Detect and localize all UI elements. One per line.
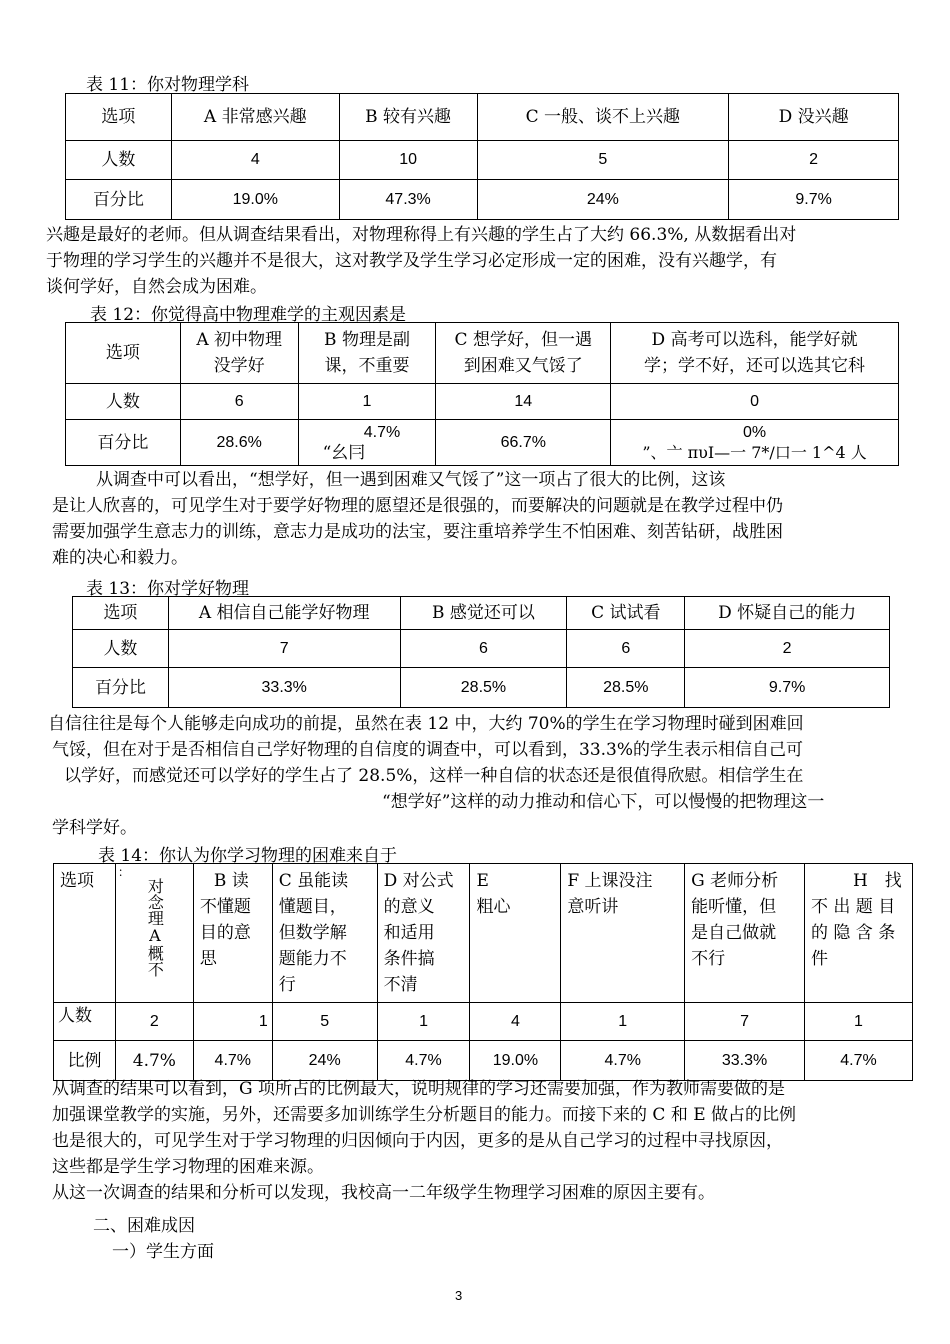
- table-cell: 4.7%: [804, 1041, 912, 1081]
- table-cell: C 虽能读 懂题目， 但数学解 题能力不 行: [272, 864, 377, 1003]
- table-cell: G 老师分析 能听懂，但 是自己做就 不行: [685, 864, 805, 1003]
- table-cell: 66.7%: [436, 420, 611, 466]
- text-line: 气馁，但在对于是否相信自己学好物理的自信度的调查中，可以看到，33.3%的学生表示相信自己可: [52, 740, 804, 760]
- table-cell: 比例: [54, 1041, 116, 1081]
- table-cell: 33.3%: [168, 668, 400, 708]
- table-cell: 6: [180, 384, 298, 420]
- table-cell: 14: [436, 384, 611, 420]
- text-line: 也是很大的，可见学生对于学习物理的归因倾向于内因，更多的是从自己学习的过程中寻找原因，: [52, 1131, 783, 1151]
- text-line: 从调查的结果可以看到，G 项所占的比例最大，说明规律的学习还需要加强，作为教师需要做的是: [52, 1079, 785, 1099]
- table-cell: 9.7%: [729, 180, 899, 220]
- paragraph-analysis: [52, 1076, 796, 1206]
- table-cell: 0: [611, 384, 899, 420]
- table-11: [65, 93, 899, 220]
- table-cell: 2: [115, 1003, 193, 1041]
- table-cell: 24%: [272, 1041, 377, 1081]
- table-cell: ： 对念理A概不: [115, 864, 193, 1003]
- table13-caption: 表 13：你对学好物理: [86, 579, 250, 599]
- text-line: 于物理的学习学生的兴趣并不是很大，这对教学及学生学习必定形成一定的困难，没有兴趣学，有: [46, 251, 777, 271]
- table-cell: 百分比: [73, 668, 169, 708]
- table-cell: 1: [193, 1003, 272, 1041]
- table-cell: H 找 不 出 题 目 的 隐 含 条 件: [804, 864, 912, 1003]
- table-cell: 4: [470, 1003, 561, 1041]
- table-cell: 7: [685, 1003, 805, 1041]
- text-line: 从调查中可以看出，“想学好，但一遇到困难又气馁了”这一项占了很大的比例，这该: [96, 470, 726, 490]
- table-cell: 百分比: [66, 180, 172, 220]
- table14-caption: 表 14：你认为你学习物理的困难来自于: [98, 846, 398, 866]
- table-cell: 1: [377, 1003, 470, 1041]
- table-cell: 0% ”、亠 πυI—一 7*/口一 1^4 人: [611, 420, 899, 466]
- table-cell: B 较有兴趣: [339, 94, 477, 141]
- table-cell: E 粗心: [470, 864, 561, 1003]
- table-cell: D 高考可以选科，能学好就 学；学不好，还可以选其它科: [611, 323, 899, 384]
- text-line: 自信往往是每个人能够走向成功的前提，虽然在表 12 中，大约 70%的学生在学习物理时碰到困难回: [48, 714, 804, 734]
- table-cell: 5: [477, 141, 729, 180]
- page-number: 3: [455, 1288, 463, 1303]
- table-cell: 人数: [66, 141, 172, 180]
- table-cell: B 感觉还可以: [400, 597, 567, 630]
- paragraph-willpower: [52, 467, 783, 571]
- table-cell: 2: [729, 141, 899, 180]
- table-14: [53, 863, 913, 1081]
- text-line: “想学好”这样的动力推动和信心下，可以慢慢的把物理这一: [382, 792, 825, 812]
- text-line: 加强课堂教学的实施，另外，还需要多加训练学生分析题目的能力。而接下来的 C 和 E 做占的比例: [52, 1105, 797, 1125]
- table-cell: B 物理是副 课，不重要: [298, 323, 436, 384]
- table-cell: B 读 不懂题 目的意 思: [193, 864, 272, 1003]
- text-line: 谈何学好，自然会成为困难。: [46, 277, 267, 297]
- table-cell: D 怀疑自己的能力: [685, 597, 890, 630]
- table-cell: 人数: [54, 1003, 116, 1041]
- table-cell: D 对公式 的意义 和适用 条件搞 不清: [377, 864, 470, 1003]
- table-cell: 5: [272, 1003, 377, 1041]
- table-cell: 47.3%: [339, 180, 477, 220]
- table-cell: 4: [171, 141, 339, 180]
- table-cell: C 一般、谈不上兴趣: [477, 94, 729, 141]
- table-cell: 19.0%: [470, 1041, 561, 1081]
- subsection-heading: 一）学生方面: [112, 1242, 214, 1262]
- table-cell: C 想学好，但一遇 到困难又气馁了: [436, 323, 611, 384]
- table-cell: A 初中物理 没学好: [180, 323, 298, 384]
- table-cell: 19.0%: [171, 180, 339, 220]
- table-cell: 人数: [73, 630, 169, 668]
- table-cell: 4.7%: [115, 1041, 193, 1081]
- text-line: 难的决心和毅力。: [52, 548, 188, 568]
- table-cell: 1: [298, 384, 436, 420]
- table-cell: 2: [685, 630, 890, 668]
- table-cell: 选项: [66, 323, 181, 384]
- table-cell: 百分比: [66, 420, 181, 466]
- table-cell: 24%: [477, 180, 729, 220]
- table-12: [65, 322, 899, 466]
- table-cell: 6: [567, 630, 685, 668]
- paragraph-interest: [46, 222, 796, 300]
- table-cell: 7: [168, 630, 400, 668]
- table-cell: F 上课没注 意听讲: [561, 864, 685, 1003]
- text-line: 这些都是学生学习物理的困难来源。: [52, 1157, 324, 1177]
- table-cell: 28.5%: [400, 668, 567, 708]
- text-line: 从这一次调查的结果和分析可以发现，我校高一二年级学生物理学习困难的原因主要有。: [52, 1183, 715, 1203]
- text-line: 是让人欣喜的，可见学生对于要学好物理的愿望还是很强的，而要解决的问题就是在教学过程中仍: [52, 496, 783, 516]
- text-line: 需要加强学生意志力的训练，意志力是成功的法宝，要注重培养学生不怕困难、刻苦钻研，战胜困: [52, 522, 783, 542]
- table-cell: 选项: [54, 864, 116, 1003]
- table-cell: D 没兴趣: [729, 94, 899, 141]
- table-cell: 33.3%: [685, 1041, 805, 1081]
- table-cell: 1: [561, 1003, 685, 1041]
- table-cell: A 非常感兴趣: [171, 94, 339, 141]
- table-cell: 人数: [66, 384, 181, 420]
- section-heading: 二、困难成因: [93, 1216, 195, 1236]
- table-cell: A 相信自己能学好物理: [168, 597, 400, 630]
- table-cell: 4.7% “幺冃: [298, 420, 436, 466]
- table-cell: 选项: [73, 597, 169, 630]
- text-line: 学科学好。: [52, 818, 137, 838]
- table-cell: 28.5%: [567, 668, 685, 708]
- paragraph-confidence: [48, 711, 825, 841]
- text-line: 兴趣是最好的老师。但从调查结果看出，对物理称得上有兴趣的学生占了大约 66.3%, 从数据看出对: [46, 225, 797, 245]
- table-cell: 28.6%: [180, 420, 298, 466]
- table-cell: 选项: [66, 94, 172, 141]
- table12-caption: 表 12：你觉得高中物理难学的主观因素是: [90, 305, 407, 325]
- table-cell: 4.7%: [193, 1041, 272, 1081]
- table-cell: 1: [804, 1003, 912, 1041]
- table-cell: 6: [400, 630, 567, 668]
- table-cell: 9.7%: [685, 668, 890, 708]
- table11-caption: 表 11：你对物理学科: [86, 75, 250, 95]
- table-cell: 4.7%: [377, 1041, 470, 1081]
- table-13: [72, 596, 890, 708]
- table-cell: 10: [339, 141, 477, 180]
- table-cell: C 试试看: [567, 597, 685, 630]
- table-cell: 4.7%: [561, 1041, 685, 1081]
- text-line: 以学好，而感觉还可以学好的学生占了 28.5%，这样一种自信的状态还是很值得欣慰。相信学生在: [64, 766, 804, 786]
